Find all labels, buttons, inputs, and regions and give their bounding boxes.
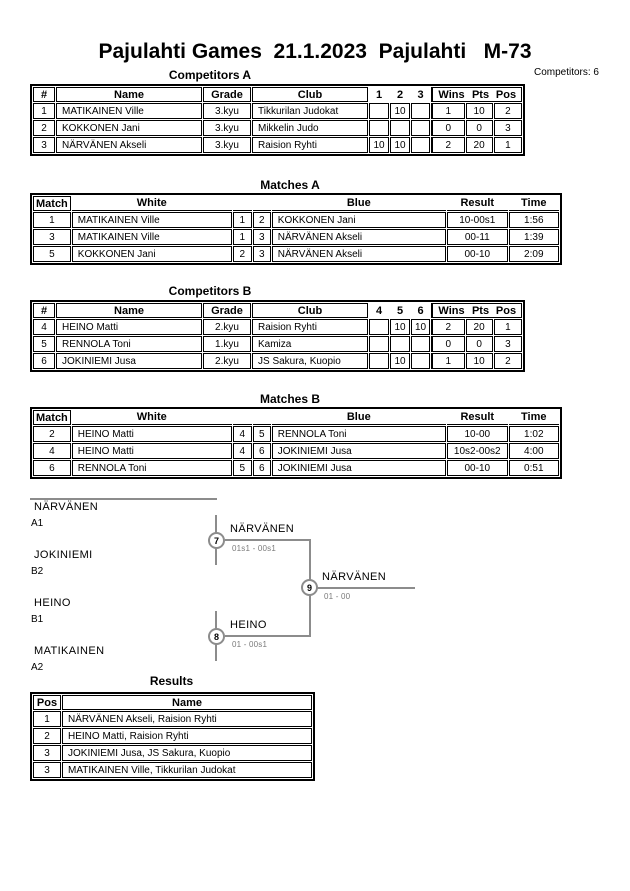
col-header-white: White (72, 410, 232, 425)
cell-club: Raision Ryhti (252, 137, 368, 153)
col-header-m2: 2 (396, 88, 404, 101)
col-header-m3: 6 (417, 304, 424, 317)
cell-r2: 10 (390, 137, 410, 153)
cell-blue: RENNOLA Toni (272, 426, 446, 442)
cell-white: MATIKAINEN Ville (72, 229, 232, 245)
bracket-player-1: NÄRVÄNEN (34, 501, 99, 513)
cell-r2 (390, 120, 410, 136)
cell-bnum: 2 (253, 212, 271, 228)
col-header-wins: Wins (438, 88, 465, 101)
competitors-a-table (30, 84, 525, 156)
col-header-white: White (72, 196, 232, 211)
cell-wnum: 1 (233, 229, 252, 245)
cell-wnum: 4 (233, 426, 252, 442)
matches-b-table (30, 407, 562, 479)
cell-wnum: 4 (233, 443, 252, 459)
col-header-name: Name (56, 87, 202, 102)
cell-time: 1:56 (509, 212, 559, 228)
table-row (33, 212, 559, 228)
cell-wnum: 2 (233, 246, 252, 262)
cell-grade: 2.kyu (203, 319, 251, 335)
cell-club: Mikkelin Judo (252, 120, 368, 136)
bracket-match-number-7: 7 (208, 532, 225, 549)
cell-result: 00-11 (447, 229, 508, 245)
cell-blue: JOKINIEMI Jusa (272, 460, 446, 476)
cell-num: 6 (33, 353, 55, 369)
table-row (33, 460, 559, 476)
col-header-wnum (233, 196, 252, 211)
table-row (33, 711, 312, 727)
cell-result: 10-00s1 (447, 212, 508, 228)
table-header-row (33, 196, 559, 211)
cell-r3 (411, 103, 430, 119)
table-row (33, 319, 522, 335)
cell-pts: 0 (466, 336, 493, 352)
cell-white: HEINO Matti (72, 443, 232, 459)
bracket-match-number-9: 9 (301, 579, 318, 596)
col-header-grade: Grade (203, 303, 251, 318)
col-header-time: Time (509, 196, 559, 211)
table-row (33, 728, 312, 744)
cell-pos: 2 (494, 353, 522, 369)
cell-bnum: 3 (253, 246, 271, 262)
table-header-row (33, 303, 522, 318)
section-title-competitors-b: Competitors B (168, 284, 252, 298)
cell-name: KOKKONEN Jani (56, 120, 202, 136)
col-header-wins: Wins (438, 304, 465, 317)
cell-pos: 3 (494, 120, 522, 136)
bracket-line (316, 587, 415, 589)
cell-time: 1:39 (509, 229, 559, 245)
section-title-competitors-a: Competitors A (168, 68, 252, 82)
cell-num: 5 (33, 336, 55, 352)
col-header-wnum (233, 410, 252, 425)
bracket-seed-3: B1 (31, 614, 44, 625)
cell-blue: KOKKONEN Jani (272, 212, 446, 228)
cell-bnum: 6 (253, 443, 271, 459)
col-header-name: Name (56, 303, 202, 318)
col-header-pts: Pts (471, 304, 490, 317)
table-row (33, 336, 522, 352)
bracket-seed-2: B2 (31, 566, 44, 577)
table-row (33, 745, 312, 761)
table-row (33, 137, 522, 153)
col-header-m1: 4 (375, 304, 383, 317)
cell-match: 1 (33, 212, 71, 228)
cell-num: 4 (33, 319, 55, 335)
bracket-semi1-winner: NÄRVÄNEN (230, 523, 295, 535)
table-header-row (33, 695, 312, 710)
col-header-m3: 3 (417, 88, 424, 101)
col-header-blue: Blue (272, 196, 446, 211)
table-row (33, 353, 522, 369)
section-title-matches-a: Matches A (260, 178, 320, 192)
cell-time: 1:02 (509, 426, 559, 442)
bracket-player-3: HEINO (34, 597, 71, 609)
bracket-final-winner: NÄRVÄNEN (322, 571, 387, 583)
bracket-match-number-8: 8 (208, 628, 225, 645)
col-header-match: Match (33, 410, 71, 425)
col-header-pos: Pos (33, 695, 61, 710)
col-header-num: # (33, 303, 55, 318)
bracket-line (30, 498, 217, 500)
cell-r3 (411, 353, 430, 369)
col-header-match: Match (33, 196, 71, 211)
cell-num: 2 (33, 120, 55, 136)
col-header-blue: Blue (272, 410, 446, 425)
cell-name: HEINO Matti (56, 319, 202, 335)
cell-wins: 1 (431, 353, 465, 369)
cell-white: RENNOLA Toni (72, 460, 232, 476)
cell-r1 (369, 120, 389, 136)
cell-result: 10s2-00s2 (447, 443, 508, 459)
cell-club: Raision Ryhti (252, 319, 368, 335)
cell-pos: 2 (494, 103, 522, 119)
table-row (33, 426, 559, 442)
cell-blue: JOKINIEMI Jusa (272, 443, 446, 459)
cell-r1: 10 (369, 137, 389, 153)
cell-wnum: 5 (233, 460, 252, 476)
cell-grade: 3.kyu (203, 137, 251, 153)
cell-result: 00-10 (447, 246, 508, 262)
cell-r3 (411, 336, 430, 352)
cell-wins: 1 (431, 103, 465, 119)
cell-pts: 10 (466, 103, 493, 119)
cell-pts: 20 (466, 319, 493, 335)
cell-club: Tikkurilan Judokat (252, 103, 368, 119)
cell-match: 3 (33, 229, 71, 245)
table-row (33, 120, 522, 136)
bracket-final-score: 01 - 00 (324, 592, 351, 601)
cell-r1 (369, 353, 389, 369)
cell-wins: 0 (431, 336, 465, 352)
col-header-bnum (253, 410, 271, 425)
section-title-results: Results (149, 674, 194, 688)
cell-blue: NÄRVÄNEN Akseli (272, 246, 446, 262)
cell-time: 4:00 (509, 443, 559, 459)
competitors-b-table (30, 300, 525, 372)
competitors-count: Competitors: 6 (533, 67, 599, 78)
bracket-player-4: MATIKAINEN (34, 645, 105, 657)
cell-club: Kamiza (252, 336, 368, 352)
cell-white: HEINO Matti (72, 426, 232, 442)
table-row (33, 229, 559, 245)
table-header-row (33, 87, 522, 102)
bracket-semi2-score: 01 - 00s1 (232, 640, 268, 649)
cell-match: 6 (33, 460, 71, 476)
col-header-wins-pts-pos (431, 87, 522, 102)
cell-name: JOKINIEMI Jusa, JS Sakura, Kuopio (62, 745, 312, 761)
col-header-pts: Pts (471, 88, 490, 101)
cell-wnum: 1 (233, 212, 252, 228)
bracket-line (225, 539, 311, 541)
bracket-seed-1: A1 (31, 518, 44, 529)
table-row (33, 443, 559, 459)
col-header-m1: 1 (375, 88, 383, 101)
page-title: Pajulahti Games 21.1.2023 Pajulahti M-73 (98, 40, 532, 63)
cell-wins: 2 (431, 319, 465, 335)
bracket-semi2-winner: HEINO (230, 619, 267, 631)
col-header-result: Result (447, 196, 508, 211)
cell-pos: 3 (33, 762, 61, 778)
cell-grade: 2.kyu (203, 353, 251, 369)
cell-pos: 1 (494, 137, 522, 153)
col-header-pos: Pos (495, 304, 517, 317)
cell-pos: 3 (33, 745, 61, 761)
cell-r1 (369, 319, 389, 335)
cell-blue: NÄRVÄNEN Akseli (272, 229, 446, 245)
cell-r1 (369, 336, 389, 352)
cell-white: MATIKAINEN Ville (72, 212, 232, 228)
cell-result: 10-00 (447, 426, 508, 442)
results-table (30, 692, 315, 781)
final-bracket (30, 498, 430, 683)
cell-bnum: 5 (253, 426, 271, 442)
cell-r3: 10 (411, 319, 430, 335)
cell-pos: 2 (33, 728, 61, 744)
col-header-club: Club (252, 87, 368, 102)
cell-grade: 3.kyu (203, 103, 251, 119)
cell-pos: 1 (33, 711, 61, 727)
col-header-club: Club (252, 303, 368, 318)
col-header-bnum (253, 196, 271, 211)
cell-match: 5 (33, 246, 71, 262)
col-header-wins-pts-pos (431, 303, 522, 318)
cell-pts: 0 (466, 120, 493, 136)
table-row (33, 246, 559, 262)
cell-grade: 1.kyu (203, 336, 251, 352)
cell-match: 2 (33, 426, 71, 442)
cell-name: MATIKAINEN Ville (56, 103, 202, 119)
bracket-semi1-score: 01s1 - 00s1 (232, 544, 277, 553)
table-header-row (33, 410, 559, 425)
cell-name: NÄRVÄNEN Akseli (56, 137, 202, 153)
cell-r3 (411, 137, 430, 153)
col-header-result: Result (447, 410, 508, 425)
cell-bnum: 6 (253, 460, 271, 476)
cell-name: JOKINIEMI Jusa (56, 353, 202, 369)
cell-num: 1 (33, 103, 55, 119)
table-row (33, 103, 522, 119)
cell-name: NÄRVÄNEN Akseli, Raision Ryhti (62, 711, 312, 727)
cell-pos: 1 (494, 319, 522, 335)
col-header-grade: Grade (203, 87, 251, 102)
cell-result: 00-10 (447, 460, 508, 476)
cell-r2: 10 (390, 353, 410, 369)
cell-pts: 10 (466, 353, 493, 369)
bracket-line (225, 635, 311, 637)
cell-pts: 20 (466, 137, 493, 153)
cell-time: 2:09 (509, 246, 559, 262)
cell-r3 (411, 120, 430, 136)
col-header-num: # (33, 87, 55, 102)
cell-name: HEINO Matti, Raision Ryhti (62, 728, 312, 744)
cell-name: RENNOLA Toni (56, 336, 202, 352)
cell-num: 3 (33, 137, 55, 153)
cell-pos: 3 (494, 336, 522, 352)
table-row (33, 762, 312, 778)
col-header-time: Time (509, 410, 559, 425)
cell-grade: 3.kyu (203, 120, 251, 136)
cell-club: JS Sakura, Kuopio (252, 353, 368, 369)
cell-r2: 10 (390, 319, 410, 335)
bracket-player-2: JOKINIEMI (34, 549, 93, 561)
col-header-m2: 5 (396, 304, 404, 317)
cell-r2 (390, 336, 410, 352)
cell-white: KOKKONEN Jani (72, 246, 232, 262)
col-header-name: Name (62, 695, 312, 710)
col-header-pos: Pos (495, 88, 517, 101)
cell-r1 (369, 103, 389, 119)
matches-a-table (30, 193, 562, 265)
cell-time: 0:51 (509, 460, 559, 476)
cell-name: MATIKAINEN Ville, Tikkurilan Judokat (62, 762, 312, 778)
bracket-seed-4: A2 (31, 662, 44, 673)
cell-wins: 2 (431, 137, 465, 153)
cell-wins: 0 (431, 120, 465, 136)
cell-r2: 10 (390, 103, 410, 119)
section-title-matches-b: Matches B (259, 392, 321, 406)
cell-match: 4 (33, 443, 71, 459)
cell-bnum: 3 (253, 229, 271, 245)
